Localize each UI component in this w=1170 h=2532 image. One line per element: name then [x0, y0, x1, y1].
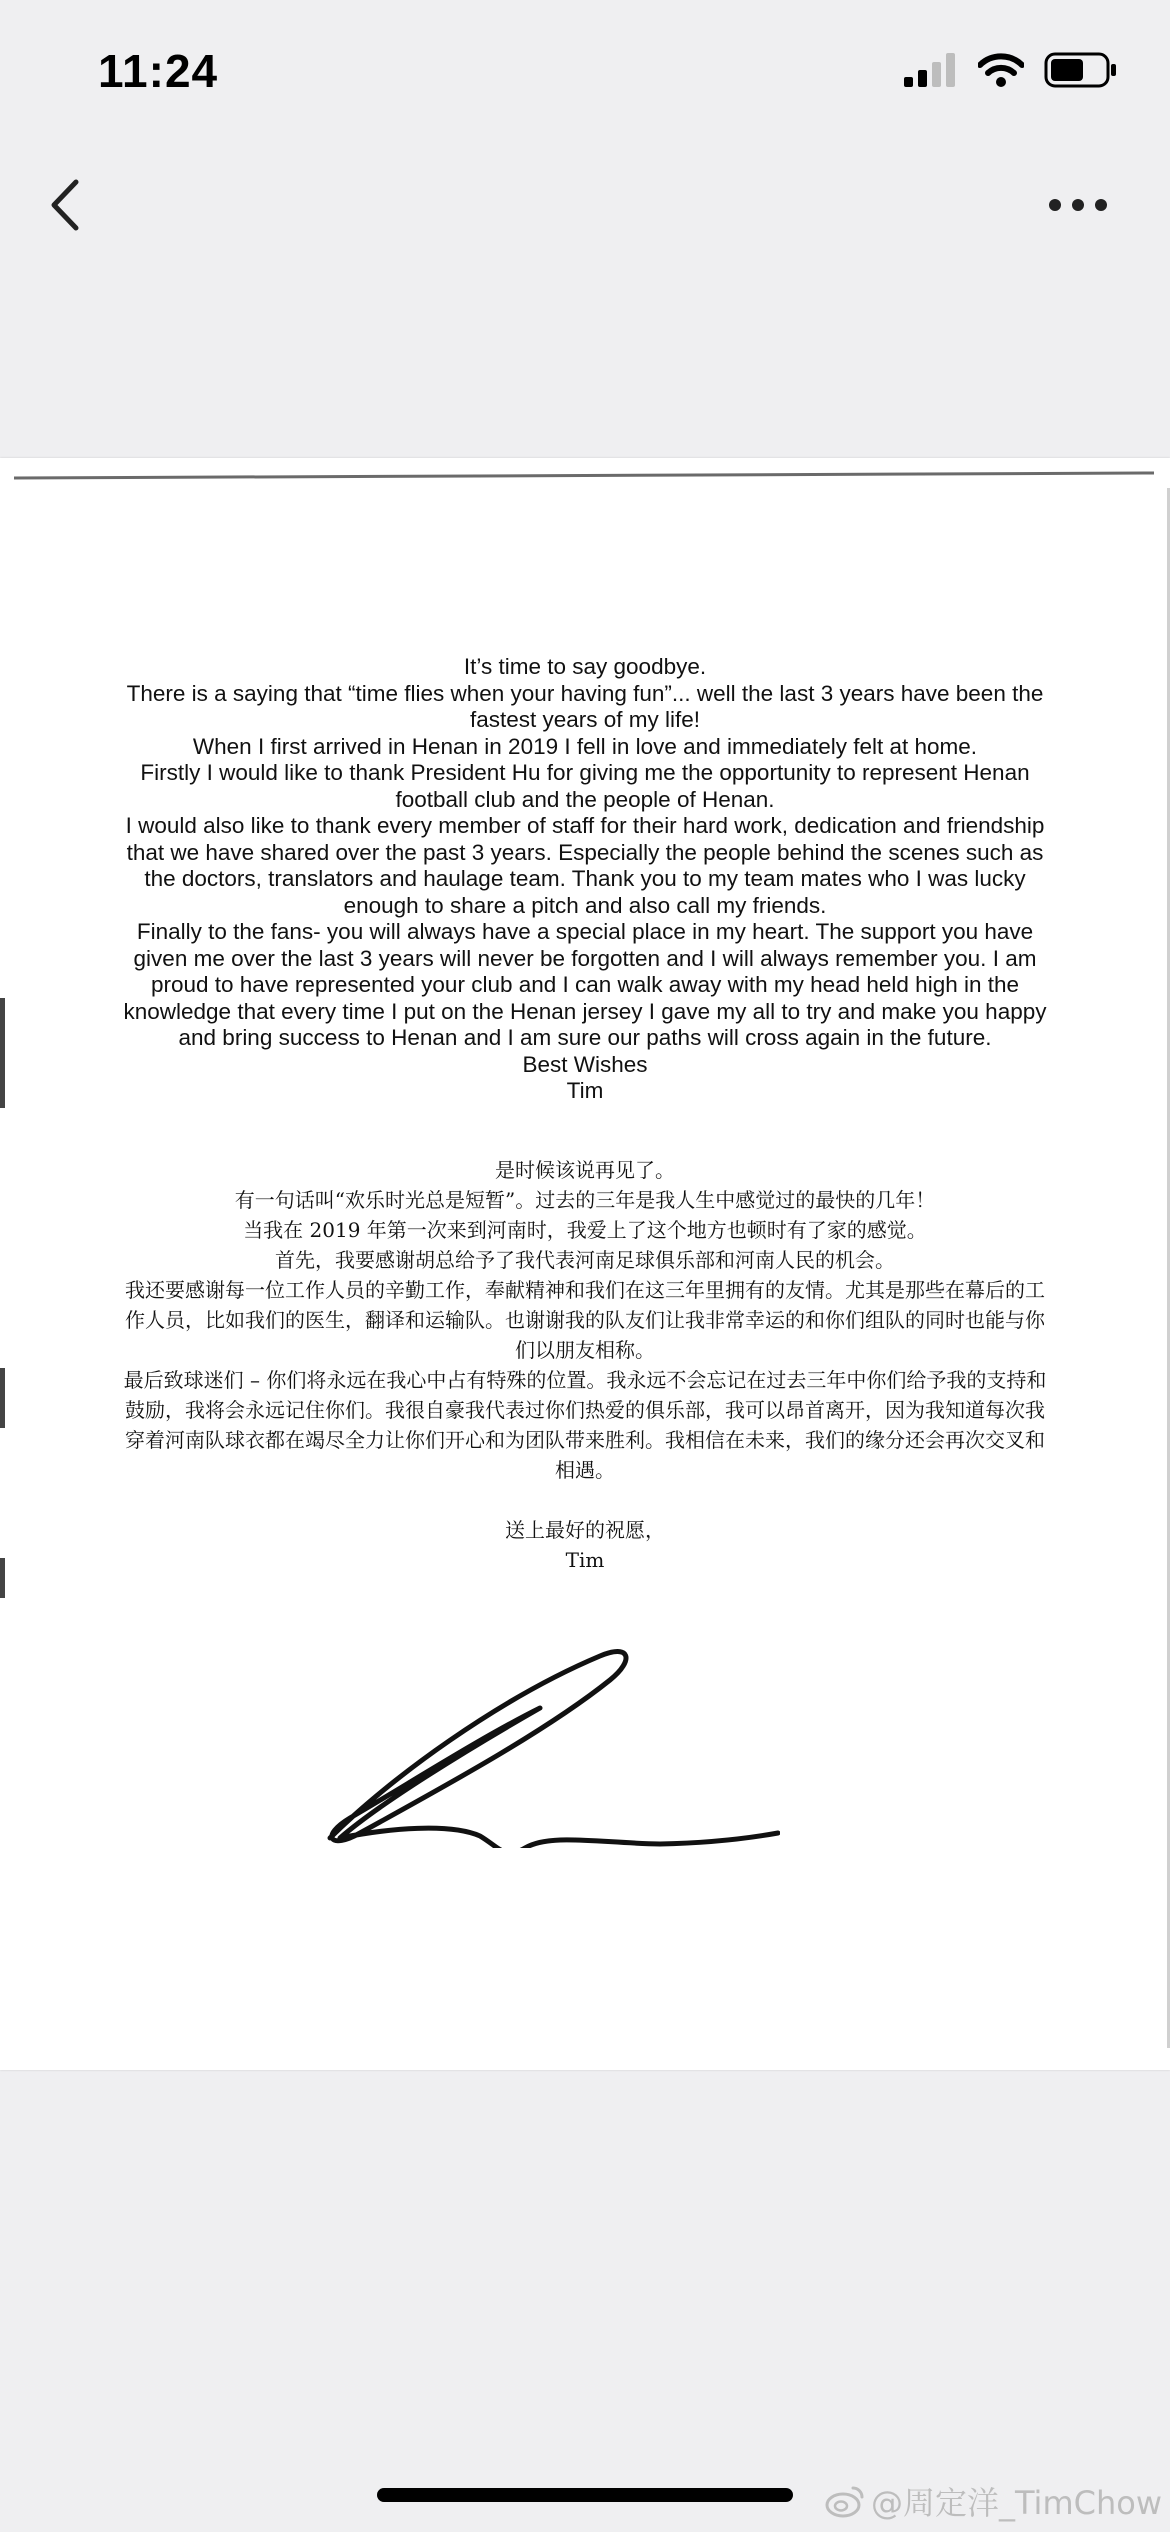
letter-line: 最后致球迷们 – 你们将永远在我心中占有特殊的位置。我永远不会忘记在过去三年中你们给予我的支持和鼓励，我将会永远记住你们。我很自豪我代表过你们热爱的俱乐部，我可以昂首离开，因为我知道每次我穿着河南队球衣都在竭尽全力让你们开心和为团队带来胜利。我相信在未来，我们的缘分还会再次交叉和相遇。: [123, 1368, 1047, 1482]
status-icons: [904, 52, 1118, 88]
letter-line: 有一句话叫“欢乐时光总是短暂”。过去的三年是我人生中感觉过的最快的几年！: [234, 1188, 936, 1212]
letter-line: 当我在 2019 年第一次来到河南时，我爱上了这个地方也顿时有了家的感觉。: [243, 1218, 927, 1242]
status-time: 11:24: [98, 45, 219, 97]
letter-line: It’s time to say goodbye.: [463, 654, 707, 679]
wifi-icon: [978, 53, 1024, 87]
letter-image[interactable]: [0, 458, 1170, 2070]
status-bar: [0, 0, 1170, 140]
letter-line: Firstly I would like to thank President Hu for giving me the opportunity to represent Henan football club and the people of Henan.: [140, 760, 1030, 812]
english-letter: [120, 654, 1050, 1105]
back-button[interactable]: [40, 170, 100, 240]
home-indicator[interactable]: [377, 2488, 793, 2502]
ellipsis-icon: [1040, 180, 1120, 230]
letter-closing: 送上最好的祝愿，: [505, 1518, 665, 1542]
battery-icon: [1044, 52, 1118, 88]
letter-line: 是时候该说再见了。: [495, 1158, 675, 1182]
letter-line: When I first arrived in Henan in 2019 I fell in love and immediately felt at home.: [192, 733, 978, 759]
letter-line: I would also like to thank every member of staff for their hard work, dedication and friendship that we have shared over the past 3 years. Especially the people behind the scenes such as the doctors, translators and haulage team. Thank you to my team mates who I was lucky enough to share a pitch and also call my friends.: [125, 813, 1045, 918]
letter-line: There is a saying that “time flies when your having fun”... well the last 3 years have been the fastest years of my life!: [126, 680, 1044, 732]
chevron-left-icon: [40, 170, 100, 240]
scan-edge-mark: [0, 998, 5, 1108]
letter-line: 我还要感谢每一位工作人员的辛勤工作，奉献精神和我们在这三年里拥有的友情。尤其是那些在幕后的工作人员，比如我们的医生，翻译和运输队。也谢谢我的队友们让我非常幸运的和你们组队的同时也能与你们以朋友相称。: [125, 1278, 1045, 1362]
letter-signoff: Tim: [566, 1078, 604, 1103]
scan-edge-mark: [0, 1368, 5, 1428]
scan-edge-line: [14, 472, 1154, 480]
letter-line: 首先，我要感谢胡总给予了我代表河南足球俱乐部和河南人民的机会。: [275, 1248, 895, 1272]
watermark-text: @周定洋_TimChow: [870, 2484, 1162, 2522]
handwritten-signature: [300, 1628, 780, 1848]
chinese-letter: [120, 1155, 1050, 1575]
letter-closing: Best Wishes: [522, 1051, 648, 1077]
weibo-icon: [825, 2484, 865, 2518]
letter-signoff: Tim: [565, 1548, 605, 1572]
scan-edge-mark: [0, 1558, 5, 1598]
cellular-signal-icon: [904, 53, 958, 87]
letter-line: Finally to the fans- you will always have a special place in my heart. The support you have given me over the last 3 years will never be forgotten and I will always remember you. I am proud to have represented your club and I can walk away with my head held high in the knowledge that every time I put on the Henan jersey I gave my all to try and make you happy and bring success to Henan and I am sure our paths will cross again in the future.: [123, 919, 1047, 1050]
nav-bar: [0, 160, 1170, 250]
more-options-button[interactable]: [1040, 180, 1120, 230]
watermark: [825, 2478, 1162, 2524]
